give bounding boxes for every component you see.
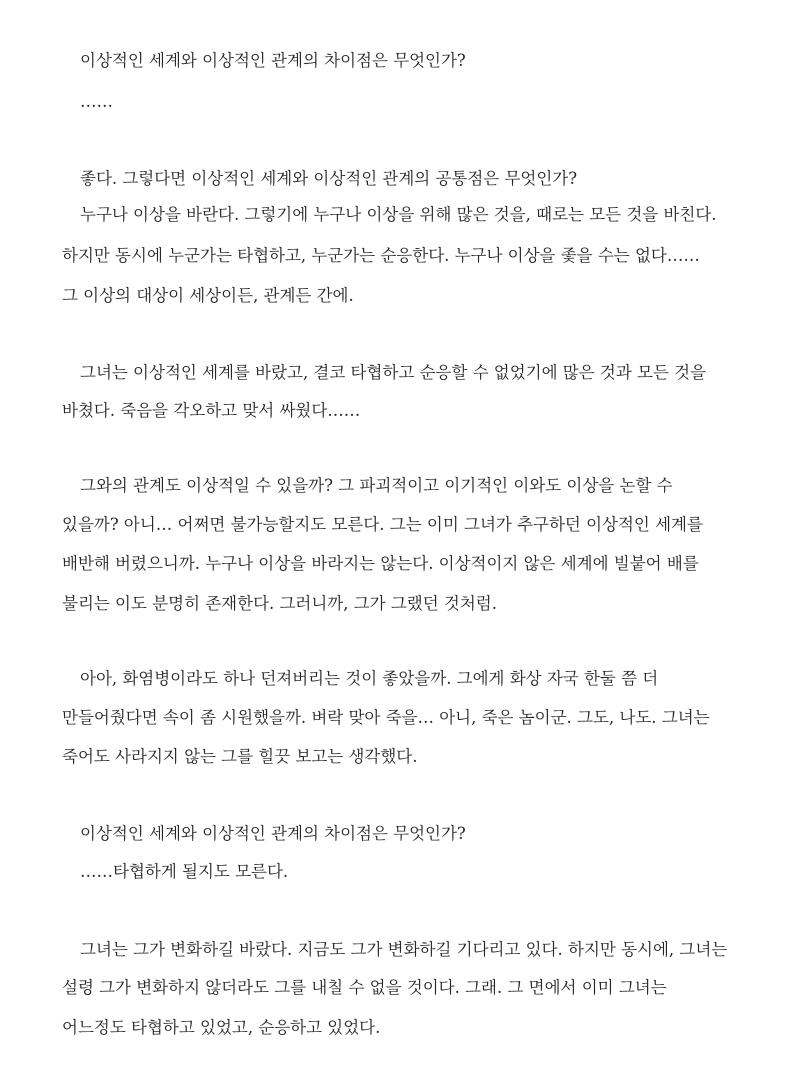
text-line: 불리는 이도 분명히 존재한다. 그러니까, 그가 그랬던 것처럼. <box>62 594 497 613</box>
text-line: …… <box>80 92 113 111</box>
text-line: 그녀는 그가 변화하길 바랐다. 지금도 그가 변화하길 기다리고 있다. 하지만 동시에, 그녀는 <box>80 940 728 959</box>
text-line: 이상적인 세계와 이상적인 관계의 차이점은 무엇인가? <box>80 51 466 70</box>
text-line: 누구나 이상을 바란다. 그렇기에 누구나 이상을 위해 많은 것을, 때로는 모든 것을 바친다. <box>80 205 717 224</box>
text-line: 그녀는 이상적인 세계를 바랐고, 결코 타협하고 순응할 수 없었기에 많은 것과 모든 것을 <box>80 363 707 382</box>
text-line: 그와의 관계도 이상적일 수 있을까? 그 파괴적이고 이기적인 이와도 이상을 논할 수 <box>80 476 673 495</box>
text-line: 좋다. 그렇다면 이상적인 세계와 이상적인 관계의 공통점은 무엇인가? <box>80 169 578 188</box>
text-line: 설령 그가 변화하지 않더라도 그를 내칠 수 없을 것이다. 그래. 그 면에서 이미 그녀는 <box>62 978 667 997</box>
text-line: 어느정도 타협하고 있었고, 순응하고 있었다. <box>62 1018 381 1037</box>
text-line: 있을까? 아니… 어쩌면 불가능할지도 모른다. 그는 이미 그녀가 추구하던 이상적인 세계를 <box>62 515 703 534</box>
text-line: 바쳤다. 죽음을 각오하고 맞서 싸웠다…… <box>62 401 361 420</box>
text-line: 배반해 버렸으니까. 누구나 이상을 바라지는 않는다. 이상적이지 않은 세계에 빌붙어 배를 <box>62 554 699 573</box>
text-line: 만들어줬다면 속이 좀 시원했을까. 벼락 맞아 죽을… 아니, 죽은 놈이군. 그도, 나도. 그녀는 <box>62 708 710 727</box>
text-line: 이상적인 세계와 이상적인 관계의 차이점은 무엇인가? <box>80 824 466 843</box>
text-line: 하지만 동시에 누군가는 타협하고, 누군가는 순응한다. 누구나 이상을 좇을 수는 없다…… <box>62 246 700 265</box>
text-line: ……타협하게 될지도 모른다. <box>80 862 289 881</box>
text-line: 죽어도 사라지지 않는 그를 힐끗 보고는 생각했다. <box>62 747 418 766</box>
text-line: 아아, 화염병이라도 하나 던져버리는 것이 좋았을까. 그에게 화상 자국 한둘 쯤 더 <box>80 669 659 688</box>
text-line: 그 이상의 대상이 세상이든, 관계든 간에. <box>62 286 354 305</box>
